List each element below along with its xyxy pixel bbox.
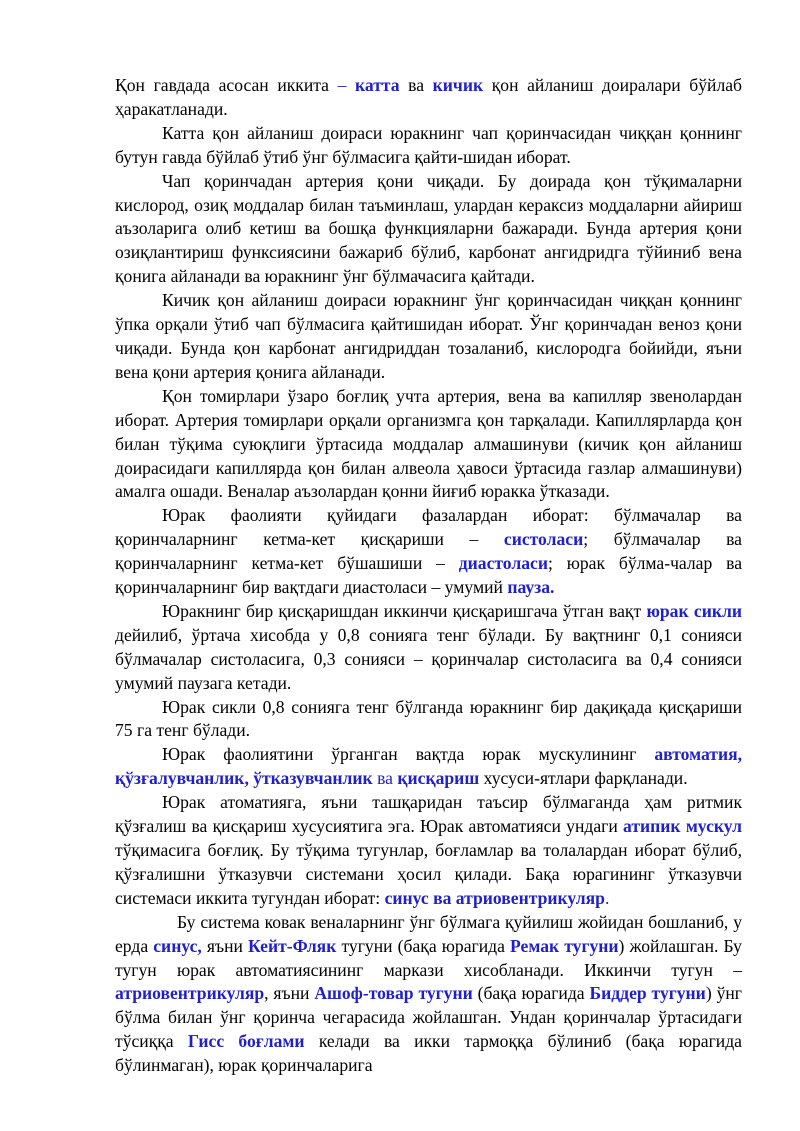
highlighted-term: пауза. [507,577,555,598]
body-text: ) жойлашган. Бу тугун юрак автоматиясининг маркази хисобланади. Иккинчи тугун – [115,935,742,980]
highlighted-text: – [337,75,355,95]
body-text: ; бўлмачалар ва қоринчаларнинг кетма-кет бўшашиши – [115,529,742,574]
paragraph [115,911,742,1078]
document-page [115,74,742,1078]
highlighted-term: атипик мускул [623,816,742,837]
highlighted-term: Ремак тугуни [510,935,619,956]
body-text: қон айланиш доиралари бўйлаб ҳаракатланади. [115,75,742,119]
body-text: Қон гавдада асосан иккита [115,75,338,95]
paragraph [115,122,742,170]
body-text: Юрак фаолияти қуйидаги фазалардан иборат: бўлмачалар ва қоринчаларнинг кетма-кет қисқариши – [115,505,742,550]
highlighted-term: автоматия, қўзғалувчанлик, ўтказувчанлик [115,744,742,789]
highlighted-term: синус, [153,935,202,956]
highlighted-term: кичик [432,75,484,95]
paragraph [115,504,742,600]
highlighted-term: катта [355,75,400,95]
body-text: Юрак фаолиятини ўрганган вақтда юрак мускулининг [162,744,655,765]
body-text: Кичик қон айланиш доираси юракнинг ўнг қоринчасидан чиққан қоннинг ўпка орқали ўтиб чап бўлмасига қайтишидан иборат. Ўнг қоринчадан веноз қони чиқади. Бунда қон карбонат ангидриддан тозаланиб, кислородга бойийди, яъни вена қони артерия қонига айланади. [115,290,742,382]
paragraph [115,791,742,911]
highlighted-term: Гисс боғлами [187,1031,305,1052]
body-text: хусуси-ятлари фарқланади. [479,768,688,789]
highlighted-term: қисқариш [397,768,480,789]
highlighted-text: . [604,887,610,908]
highlighted-term: синус ва атриовентрикуляр [384,887,605,908]
highlighted-term: Кейт-Фляк [248,935,337,956]
highlighted-term: атриовентрикуляр [115,983,265,1004]
body-text: Юрак сикли 0,8 сонияга тенг бўлганда юракнинг бир дақиқада қисқариши 75 га тенг бўлади. [115,696,742,741]
highlighted-term: юрак сикли [646,600,742,621]
body-text: тўқимасига боғлиқ. Бу тўқима тугунлар, боғламлар ва толалардан иборат бўлиб, қўзғалишни ўтказувчи системани ҳосил қилади. Бақа юрагининг ўтказувчи системаси иккита тугундан иборат: [115,840,742,908]
body-text: (бақа юрагида [472,983,590,1004]
highlighted-term: Ашоф-товар тугуни [314,983,473,1004]
body-text: Юрак атоматияга, яъни ташқаридан таъсир бўлмаганда ҳам ритмик қўзғалиш ва қисқариш хусусиятига эга. Юрак автоматияси ундаги [115,792,742,837]
body-text: Катта қон айланиш доираси юракнинг чап қоринчасидан чиққан қоннинг бутун гавда бўйлаб ўтиб ўнг бўлмасига қайти-шидан иборат. [115,122,742,167]
body-text: тугуни (бақа юрагида [336,935,511,956]
body-text: ) ўнг бўлма билан ўнг қоринча чегарасида жойлашган. Ундан қоринчалар ўртасидаги тўсиққа [115,983,742,1052]
paragraph [115,74,742,122]
body-text: Чап қоринчадан артерия қони чиқади. Бу доирада қон тўқималарни кислород, озиқ моддалар билан таъминлаш, улардан кераксиз моддаларни айириш аъзоларига олиб кетиш ва бошқа функцияларни бажаради. Бунда артерия қони озиқлантириш функсиясини бажариб бўлиб, карбонат ангидридга тўйиниб вена қонига айланади ва юракнинг ўнг бўлмачасига қайтади. [115,170,742,287]
highlighted-text: ва [372,768,398,789]
paragraph [115,696,742,744]
body-text: яъни [201,935,249,956]
highlighted-term: систоласи [503,529,584,550]
body-text: , яъни [264,983,315,1004]
paragraph [115,600,742,696]
body-text: ва [399,75,433,95]
body-text: ; юрак бўлма-чалар ва қоринчаларнинг бир вақтдаги диастоласи – умумий [115,553,743,598]
paragraph [115,170,742,290]
body-text: Бу система ковак веналарнинг ўнг бўлмага қуйилиш жойидан бошланиб, у ерда [115,911,742,956]
paragraph [115,289,742,385]
highlighted-term: Биддер тугуни [589,983,706,1004]
body-text: Қон томирлари ўзаро боғлиқ учта артерия, вена ва капилляр звенолардан иборат. Артерия томирлари орқали организмга қон тарқалади. Капиллярларда қон билан тўқима суюқлиги ўртасида моддалар алмашинуви (кичик қон айланиш доирасидаги капиллярда қон билан алвеола ҳавоси ўртасида газлар алмашинуви) амалга ошади. Веналар аъзолардан қонни йиғиб юракка ўтказади. [115,385,742,502]
paragraph [115,385,742,505]
highlighted-term: диастоласи [458,553,548,574]
paragraph [115,743,742,791]
body-text: Юракнинг бир қисқаришдан иккинчи қисқаришгача ўтган вақт [162,600,647,621]
body-text: дейилиб, ўртача хисобда у 0,8 сонияга тенг бўлади. Бу вақтнинг 0,1 сонияси бўлмачалар систоласига, 0,3 сонияси – қоринчалар систоласига ва 0,4 сонияси умумий паузага кетади. [115,624,742,693]
body-text: келади ва икки тармоққа бўлиниб (бақа юрагида бўлинмаган), юрак қоринчаларига [115,1031,742,1076]
